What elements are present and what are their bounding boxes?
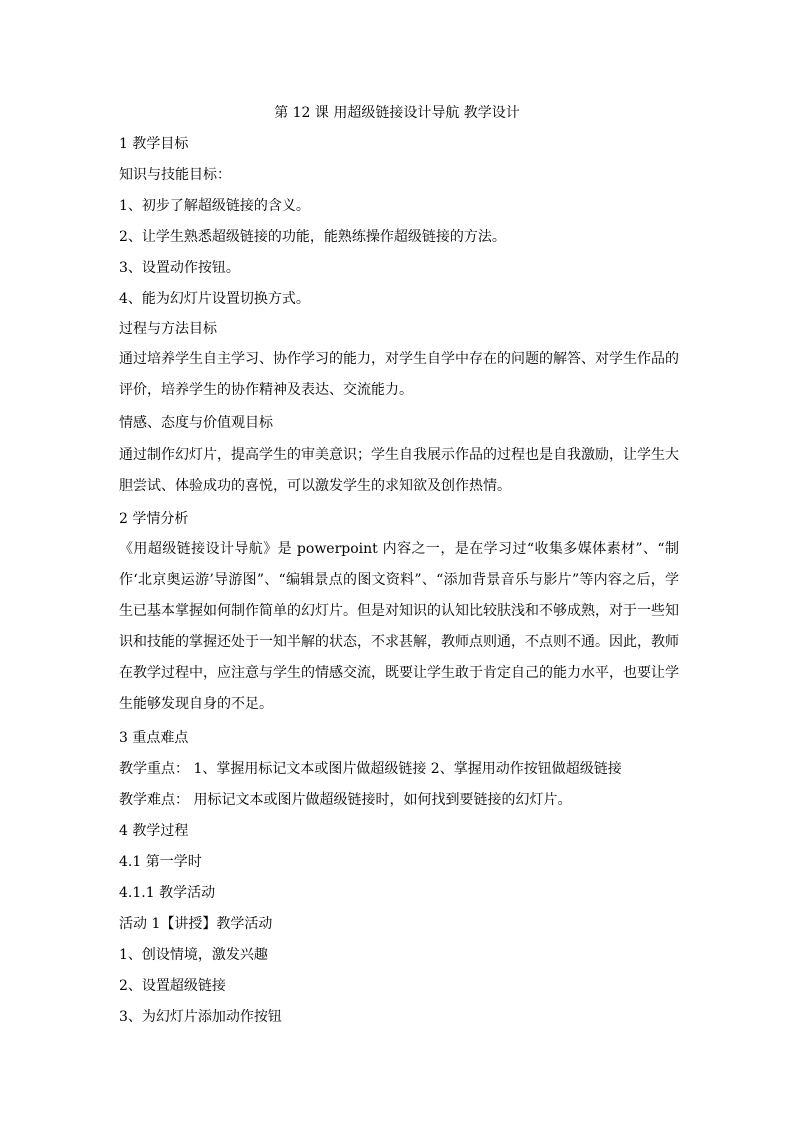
document-title: 第 12 课 用超级链接设计导航 教学设计: [274, 105, 520, 121]
list-item: 1、创设情境，激发兴趣: [119, 947, 268, 963]
section-heading-objectives: 1 教学目标: [119, 136, 189, 152]
paragraph-process-methods: 通过培养学生自主学习、协作学习的能力，对学生自学中存在的问题的解答、对学生作品的评价，培养学生的协作精神及表达、交流能力。: [119, 351, 679, 398]
subsection-first-period: 4.1 第一学时: [119, 854, 202, 870]
key-points-line: 教学重点： 1、掌握用标记文本或图片做超级链接 2、掌握用动作按钮做超级链接: [119, 761, 622, 777]
paragraph-student-analysis: 《用超级链接设计导航》是 powerpoint 内容之一，是在学习过“收集多媒体素材”、“制作‘北京奥运游’导游图”、“编辑景点的图文资料”、“添加背景音乐与影片”等内容之后，学生已基本掌握如何制作简单的幻灯片。但是对知识的认知比较肤浅和不够成熟，对于一些知识和技能的掌握还处于一知半解的状态，不求甚解，教师点则通，不点则不通。因此，教师在教学过程中，应注意与学生的情感交流，既要让学生敢于肯定自己的能力水平，也要让学生能够发现自身的不足。: [119, 541, 679, 712]
section-heading-student-analysis: 2 学情分析: [119, 511, 189, 527]
list-item: 1、初步了解超级链接的含义。: [119, 198, 310, 214]
subheading-knowledge-skills: 知识与技能目标：: [119, 167, 231, 183]
section-heading-teaching-process: 4 教学过程: [119, 823, 189, 839]
list-item: 3、设置动作按钮。: [119, 260, 240, 276]
list-item: 3、为幻灯片添加动作按钮: [119, 1009, 282, 1025]
subheading-process-methods: 过程与方法目标: [119, 321, 217, 337]
activity-heading: 活动 1【讲授】教学活动: [119, 916, 273, 932]
list-item: 4、能为幻灯片设置切换方式。: [119, 291, 310, 307]
section-heading-key-points: 3 重点难点: [119, 730, 189, 746]
list-item: 2、设置超级链接: [119, 978, 226, 994]
paragraph-emotion-values: 通过制作幻灯片，提高学生的审美意识；学生自我展示作品的过程也是自我激励，让学生大胆尝试、体验成功的喜悦，可以激发学生的求知欲及创作热情。: [119, 447, 679, 494]
difficult-points-line: 教学难点： 用标记文本或图片做超级链接时，如何找到要链接的幻灯片。: [119, 792, 572, 808]
subsection-teaching-activities: 4.1.1 教学活动: [119, 885, 216, 901]
list-item: 2、让学生熟悉超级链接的功能，能熟练操作超级链接的方法。: [119, 229, 506, 245]
subheading-emotion-values: 情感、态度与价值观目标: [119, 415, 273, 431]
